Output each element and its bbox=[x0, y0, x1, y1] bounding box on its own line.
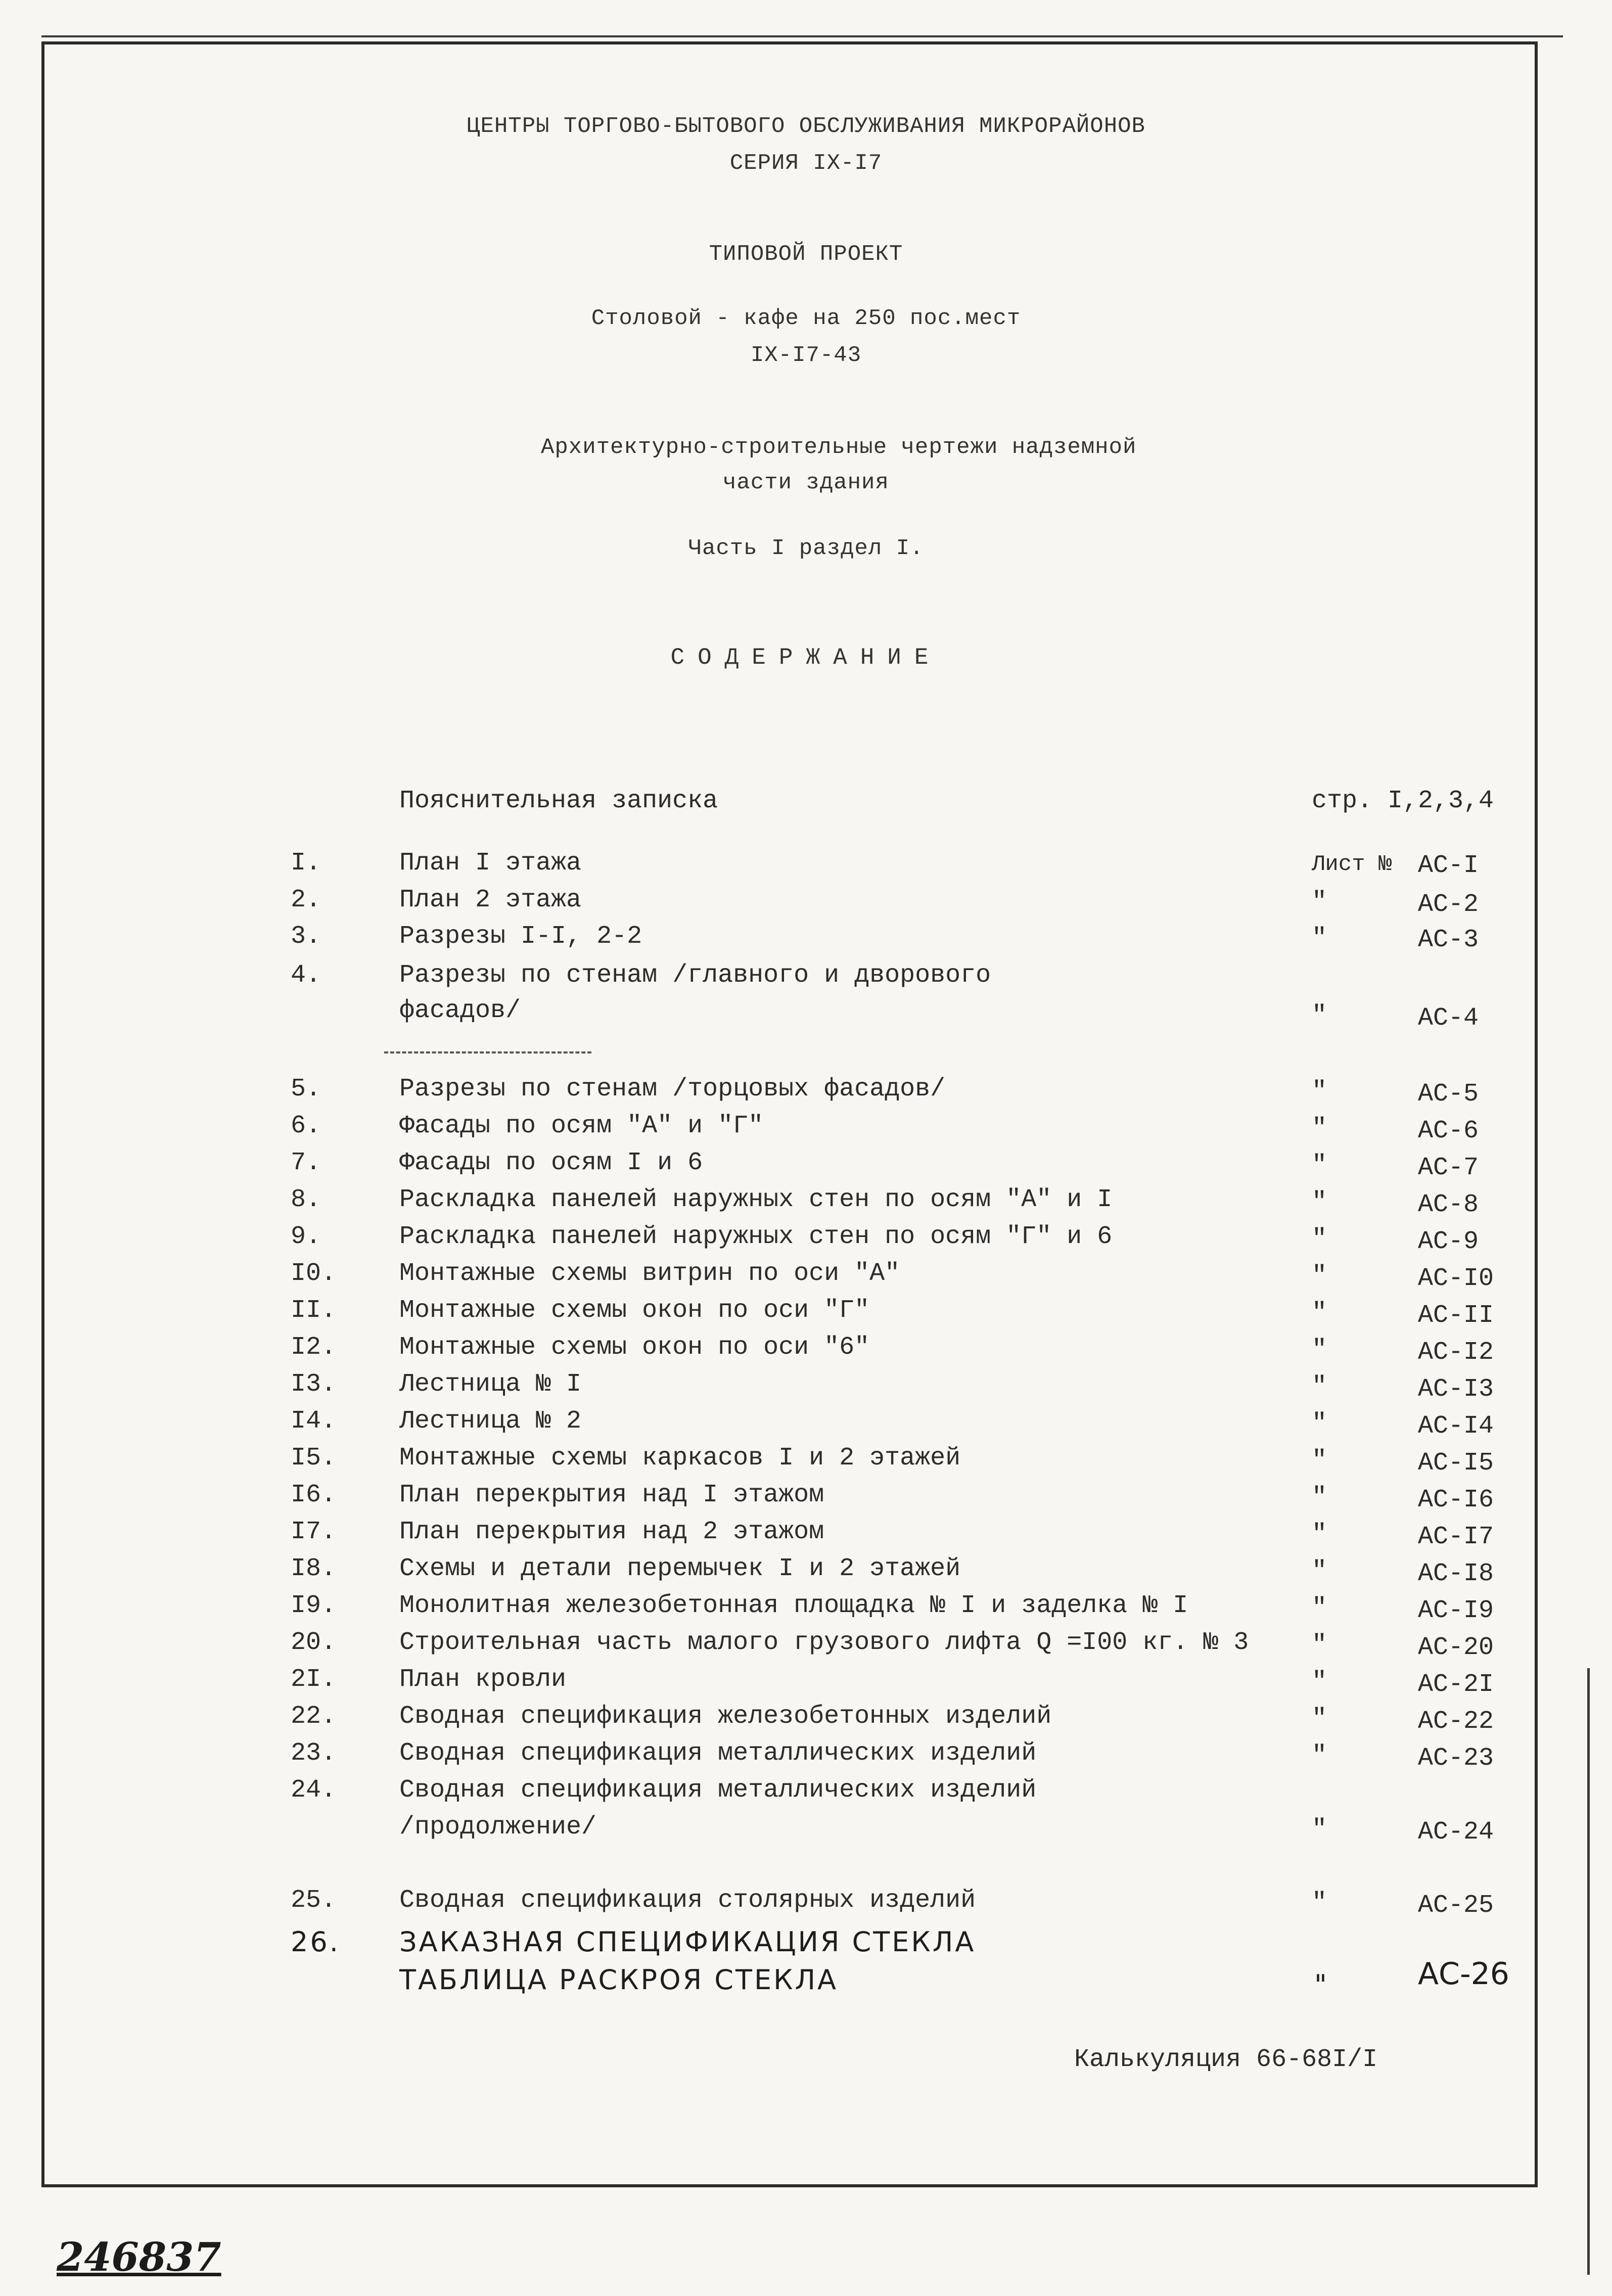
series-code: СЕРИЯ IХ-I7 bbox=[729, 151, 883, 176]
row-title-continued: фасадов/ bbox=[399, 996, 521, 1025]
row-title: Сводная спецификация металлических изделий bbox=[399, 1739, 1037, 1768]
row-number: I6. bbox=[291, 1481, 337, 1509]
sheet-code: АС-II bbox=[1418, 1301, 1494, 1330]
row-title-continued: /продолжение/ bbox=[399, 1813, 597, 1842]
ditto-mark: " bbox=[1312, 1077, 1327, 1106]
ditto-mark: " bbox=[1312, 1631, 1327, 1660]
row-number: I9. bbox=[291, 1591, 337, 1620]
row-title: Лестница № I bbox=[399, 1370, 582, 1399]
sheet-code: АС-20 bbox=[1418, 1633, 1494, 1662]
ditto-mark: " bbox=[1312, 1225, 1327, 1254]
ditto-mark: " bbox=[1312, 1446, 1327, 1475]
sheet-code: АС-I6 bbox=[1418, 1486, 1494, 1514]
row-title: План кровли bbox=[399, 1665, 567, 1694]
sheet-code: АС-5 bbox=[1418, 1080, 1479, 1109]
row-number: 25. bbox=[291, 1886, 337, 1915]
explanatory-note-title: Пояснительная записка bbox=[399, 787, 718, 815]
explanatory-note-pages: стр. I,2,3,4 bbox=[1312, 787, 1494, 815]
ditto-mark: " bbox=[1312, 1151, 1327, 1180]
row-title: Монтажные схемы витрин по оси "А" bbox=[399, 1259, 900, 1288]
row-title: Схемы и детали перемычек I и 2 этажей bbox=[399, 1554, 961, 1583]
sheet-code: АС-I8 bbox=[1418, 1559, 1494, 1588]
ditto-mark: " bbox=[1312, 1889, 1327, 1917]
sheet-code: АС-25 bbox=[1418, 1891, 1494, 1920]
row-number: I2. bbox=[291, 1333, 337, 1362]
row-title: Сводная спецификация металлических изделий bbox=[399, 1776, 1037, 1805]
row-title: Фасады по осям "А" и "Г" bbox=[399, 1112, 764, 1140]
sheet-code: АС-I bbox=[1418, 851, 1479, 880]
row-number: 2I. bbox=[291, 1665, 337, 1694]
top-edge-mark bbox=[41, 35, 1563, 37]
ditto-mark: " bbox=[1312, 1705, 1327, 1733]
divider bbox=[384, 1051, 591, 1053]
series-title: ЦЕНТРЫ ТОРГОВО-БЫТОВОГО ОБСЛУЖИВАНИЯ МИКРОРАЙОНОВ bbox=[467, 114, 1145, 139]
row-title: Монтажные схемы каркасов I и 2 этажей bbox=[399, 1444, 961, 1473]
row-title: Разрезы I-I, 2-2 bbox=[399, 922, 642, 951]
ditto-mark: " bbox=[1312, 888, 1327, 916]
inventory-number: 246837 bbox=[57, 2234, 221, 2280]
row-number: I0. bbox=[291, 1259, 337, 1288]
project-code: IХ-I7-43 bbox=[750, 343, 862, 368]
row-title-continued: ТАБЛИЦА РАСКРОЯ СТЕКЛА bbox=[399, 1964, 838, 1996]
ditto-mark: " bbox=[1312, 924, 1327, 953]
ditto-mark: " bbox=[1312, 1520, 1327, 1549]
row-number: 22. bbox=[291, 1702, 337, 1731]
sheet-code: АС-9 bbox=[1418, 1227, 1479, 1256]
sheet-code: АС-22 bbox=[1418, 1707, 1494, 1736]
sheet-code: АС-7 bbox=[1418, 1154, 1479, 1182]
ditto-mark: " bbox=[1312, 1815, 1327, 1844]
row-title: План перекрытия над I этажом bbox=[399, 1481, 824, 1509]
row-number: 6. bbox=[291, 1112, 321, 1140]
ditto-mark: " bbox=[1312, 1299, 1327, 1327]
ditto-mark: " bbox=[1312, 1409, 1327, 1438]
part-label: Часть I раздел I. bbox=[688, 536, 924, 561]
row-number: II. bbox=[291, 1296, 337, 1325]
sheet-code: АС-I2 bbox=[1418, 1338, 1494, 1367]
row-title: Раскладка панелей наружных стен по осям "А" и I bbox=[399, 1185, 1113, 1214]
row-title: Разрезы по стенам /торцовых фасадов/ bbox=[399, 1075, 946, 1104]
sheet-code: АС-23 bbox=[1418, 1744, 1494, 1773]
sheet-code: АС-I0 bbox=[1418, 1264, 1494, 1293]
row-title: План 2 этажа bbox=[399, 886, 582, 914]
project-name: Столовой - кафе на 250 пос.мест bbox=[591, 306, 1021, 331]
ditto-mark: " bbox=[1312, 1188, 1327, 1217]
sheet-code: АС-I5 bbox=[1418, 1449, 1494, 1478]
project-type: ТИПОВОЙ ПРОЕКТ bbox=[709, 242, 903, 267]
row-number: 23. bbox=[291, 1739, 337, 1768]
row-number: 24. bbox=[291, 1776, 337, 1805]
sheet-code: АС-I3 bbox=[1418, 1375, 1494, 1404]
ditto-mark: " bbox=[1312, 1001, 1327, 1030]
row-title: Разрезы по стенам /главного и дворового bbox=[399, 961, 991, 990]
sheet-code: АС-2 bbox=[1418, 890, 1479, 919]
row-number: 7. bbox=[291, 1149, 321, 1177]
section-title-line1: Архитектурно-строительные чертежи надземной bbox=[541, 435, 1137, 460]
row-number: 2. bbox=[291, 886, 321, 914]
row-number: 8. bbox=[291, 1185, 321, 1214]
row-title: Сводная спецификация железобетонных изделий bbox=[399, 1702, 1052, 1731]
ditto-mark: " bbox=[1312, 1372, 1327, 1401]
sheet-code: АС-2I bbox=[1418, 1670, 1494, 1699]
sheet-code: АС-8 bbox=[1418, 1190, 1479, 1219]
ditto-mark: " bbox=[1312, 1557, 1327, 1586]
row-number: 3. bbox=[291, 922, 321, 951]
ditto-mark: " bbox=[1312, 1668, 1327, 1696]
row-number: I3. bbox=[291, 1370, 337, 1399]
row-title: Раскладка панелей наружных стен по осям "Г" и 6 bbox=[399, 1222, 1113, 1251]
row-title: Монтажные схемы окон по оси "6" bbox=[399, 1333, 870, 1362]
sheet-code: АС-I7 bbox=[1418, 1523, 1494, 1551]
sheet-code: АС-I4 bbox=[1418, 1412, 1494, 1441]
row-title: План I этажа bbox=[399, 849, 582, 878]
sheet-code: АС-24 bbox=[1418, 1818, 1494, 1847]
ditto-mark: " bbox=[1312, 1594, 1327, 1623]
row-title: Монтажные схемы окон по оси "Г" bbox=[399, 1296, 870, 1325]
row-number: I. bbox=[291, 849, 321, 878]
ditto-mark: " bbox=[1312, 1114, 1327, 1143]
sheet-code: АС-3 bbox=[1418, 926, 1479, 954]
row-number: 9. bbox=[291, 1222, 321, 1251]
sheet-prefix: Лист № bbox=[1312, 852, 1392, 877]
row-title: Строительная часть малого грузового лифта Q =I00 кг. № 3 bbox=[399, 1628, 1249, 1657]
ditto-mark: " bbox=[1312, 1483, 1327, 1512]
row-number: I8. bbox=[291, 1554, 337, 1583]
row-title: Сводная спецификация столярных изделий bbox=[399, 1886, 976, 1915]
ditto-mark: " bbox=[1314, 1969, 1329, 2001]
right-edge-mark bbox=[1587, 1668, 1590, 2275]
row-title: План перекрытия над 2 этажом bbox=[399, 1518, 824, 1546]
row-number: 5. bbox=[291, 1075, 321, 1104]
calculation-number: Калькуляция 66-68I/I bbox=[1074, 2045, 1378, 2074]
row-number: 26. bbox=[291, 1926, 340, 1958]
contents-title: СОДЕРЖАНИЕ bbox=[670, 645, 942, 671]
row-number: 20. bbox=[291, 1628, 337, 1657]
row-number: I5. bbox=[291, 1444, 337, 1473]
row-title: Фасады по осям I и 6 bbox=[399, 1149, 703, 1177]
row-title: Лестница № 2 bbox=[399, 1407, 582, 1436]
row-number: 4. bbox=[291, 961, 321, 990]
ditto-mark: " bbox=[1312, 1262, 1327, 1291]
section-title-line2: части здания bbox=[723, 470, 889, 495]
ditto-mark: " bbox=[1312, 1741, 1327, 1770]
sheet-code: АС-I9 bbox=[1418, 1596, 1494, 1625]
row-title: Монолитная железобетонная площадка № I и заделка № I bbox=[399, 1591, 1188, 1620]
row-title: ЗАКАЗНАЯ СПЕЦИФИКАЦИЯ СТЕКЛА bbox=[399, 1926, 976, 1958]
row-number: I7. bbox=[291, 1518, 337, 1546]
row-number: I4. bbox=[291, 1407, 337, 1436]
sheet-code: АС-26 bbox=[1418, 1956, 1509, 1992]
ditto-mark: " bbox=[1312, 1336, 1327, 1364]
sheet-code: АС-6 bbox=[1418, 1117, 1479, 1145]
sheet-code: АС-4 bbox=[1418, 1004, 1479, 1033]
